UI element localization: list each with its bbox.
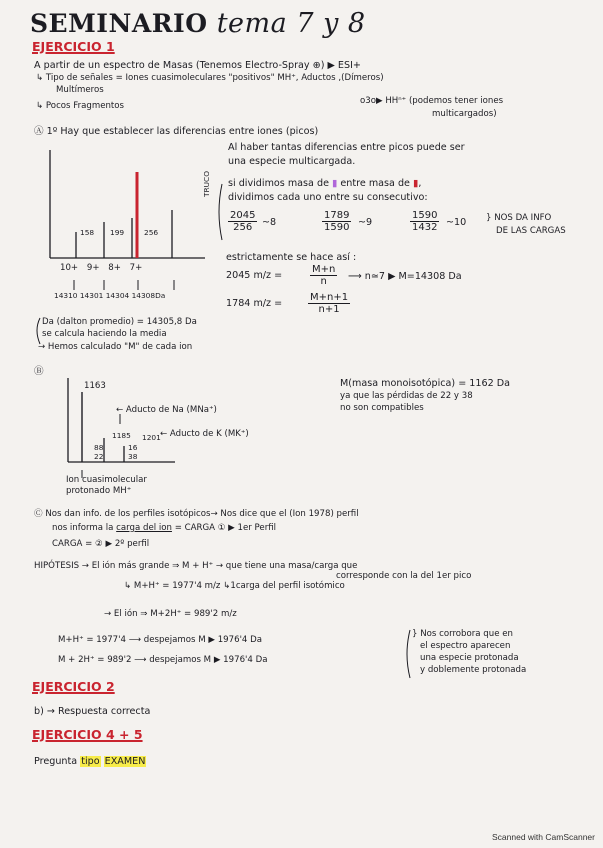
potassium-adduct: ← Aducto de K (MK⁺) xyxy=(160,429,249,439)
exercise-2-heading: EJERCICIO 2 xyxy=(32,679,115,694)
solve-1: M+H⁺ = 1977'4 ⟶ despejamos M ▶ 1976'4 Da xyxy=(58,635,263,645)
hypothesis-1: HIPÓTESIS → El ión más grande ⇒ M + H⁺ → que tiene una masa/carga que xyxy=(34,561,358,571)
equation-2-fraction: M+n+1 n+1 xyxy=(310,292,349,315)
charges-row: 10+ 9+ 8+ 7+ xyxy=(60,263,143,273)
ratio-2-approx: ~9 xyxy=(358,217,373,228)
protonated-ion: protonado MH⁺ xyxy=(66,486,132,496)
part-b-label: Ⓑ xyxy=(34,366,44,377)
exercise-2-answer: b) → Respuesta correcta xyxy=(34,706,151,717)
corroboration-4: y doblemente protonada xyxy=(420,665,527,675)
sodium-adduct: ← Aducto de Na (MNa⁺) xyxy=(116,405,217,415)
ratio-1-approx: ~8 xyxy=(262,217,277,228)
corroboration-3: una especie protonada xyxy=(420,653,519,663)
charge-info-note-2: DE LAS CARGAS xyxy=(496,226,566,236)
hypothesis-3: ↳ M+H⁺ = 1977'4 m/z ↳1carga del perfil isotómico xyxy=(124,581,345,591)
charge-info-note-1: } NOS DA INFO xyxy=(486,213,552,223)
truco-label: TRUCO xyxy=(202,170,211,197)
diff-88: 88 xyxy=(94,443,104,452)
solve-2: M + 2H⁺ = 989'2 ⟶ despejamos M ▶ 1976'4 Da xyxy=(58,655,268,665)
average-method: se calcula haciendo la media xyxy=(42,329,167,339)
monoisotopic-mass: M(masa monoisotópica) = 1162 Da xyxy=(340,378,511,389)
corroboration-1: } Nos corrobora que en xyxy=(412,629,513,639)
strict-method: estrictamente se hace así : xyxy=(226,252,357,263)
equation-1-left: 2045 m/z = xyxy=(226,270,283,281)
spectrum-b-peak-label: 1163 xyxy=(84,381,106,391)
part-c-line-2: nos informa la carga del ion = CARGA ① ▶ 1er Perfil xyxy=(52,523,277,533)
peak-label-1: 158 xyxy=(80,228,95,237)
spectrum-b-peak-1185: 1185 xyxy=(112,431,131,440)
part-c-line-1: Ⓒ Nos dan info. de los perfiles isotópicos→ Nos dice que el (Ion 1978) perfil xyxy=(34,509,359,519)
masses-row: 14310 14301 14304 14308Da xyxy=(54,291,166,300)
peak-label-3: 256 xyxy=(144,228,159,237)
spectrum-b-peak-1201: 1201 xyxy=(142,433,161,442)
exercise-4-5-heading: EJERCICIO 4 + 5 xyxy=(32,727,143,742)
losses-note: ya que las pérdidas de 22 y 38 xyxy=(340,391,473,401)
ex1-intro: A partir de un espectro de Masas (Tenemos Electro-Spray ⊕) ▶ ESI+ xyxy=(34,60,361,71)
exercise-1-heading: EJERCICIO 1 xyxy=(32,39,115,54)
title-main: SEMINARIO xyxy=(30,9,208,38)
title-rest: tema 7 y 8 xyxy=(216,8,366,39)
diff-22: 22 xyxy=(94,452,104,461)
diff-16: 16 xyxy=(128,443,138,452)
part-a-para-1: Al haber tantas diferencias entre picos puede ser xyxy=(228,142,465,153)
ex1-multicharged: o3o▶ HHⁿ⁺ (podemos tener iones xyxy=(360,96,504,106)
hypothesis-2: corresponde con la del 1er pico xyxy=(336,571,472,581)
quasi-molecular-ion: Ion cuasimolecular xyxy=(66,475,147,485)
ex1-few-fragments: ↳ Pocos Fragmentos xyxy=(36,101,125,111)
ratio-1: 2045 256 xyxy=(230,210,256,233)
equation-2-left: 1784 m/z = xyxy=(226,298,283,309)
ratio-2: 1789 1590 xyxy=(324,210,350,233)
part-a-para-4: dividimos cada uno entre su consecutivo: xyxy=(228,192,428,203)
equation-1-result: ⟶ n≃7 ▶ M=14308 Da xyxy=(348,271,462,282)
part-a-intro: Ⓐ 1º Hay que establecer las diferencias entre iones (picos) xyxy=(34,126,319,137)
average-mass: Da (dalton promedio) = 14305,8 Da xyxy=(42,317,197,327)
ex1-signal-types: ↳ Tipo de señales = Iones cuasimoleculares "positivos" MH⁺, Aductos ,(Dímeros) xyxy=(36,73,384,83)
ex1-multimers: Multímeros xyxy=(56,85,104,95)
hypothesis-4: → El ión ⇒ M+2H⁺ = 989'2 m/z xyxy=(104,609,237,619)
losses-note-2: no son compatibles xyxy=(340,403,424,413)
ex1-multicharged-2: multicargados) xyxy=(432,109,497,119)
diff-38: 38 xyxy=(128,452,138,461)
scanner-footer: Scanned with CamScanner xyxy=(491,832,595,842)
corroboration-2: el espectro aparecen xyxy=(420,641,511,651)
peak-label-2: 199 xyxy=(110,228,125,237)
exercise-4-5-text: Pregunta tipo EXAMEN xyxy=(34,756,146,767)
equation-1-fraction: M+n n xyxy=(312,264,336,287)
part-a-para-3: si dividimos masa de ▮ entre masa de ▮, xyxy=(228,178,422,189)
part-a-para-2: una especie multicargada. xyxy=(228,156,356,167)
part-c-line-3: CARGA = ② ▶ 2º perfil xyxy=(52,539,150,549)
ratio-3: 1590 1432 xyxy=(412,210,438,233)
ratio-3-approx: ~10 xyxy=(446,217,467,228)
average-conclusion: → Hemos calculado "M" de cada ion xyxy=(38,342,193,352)
